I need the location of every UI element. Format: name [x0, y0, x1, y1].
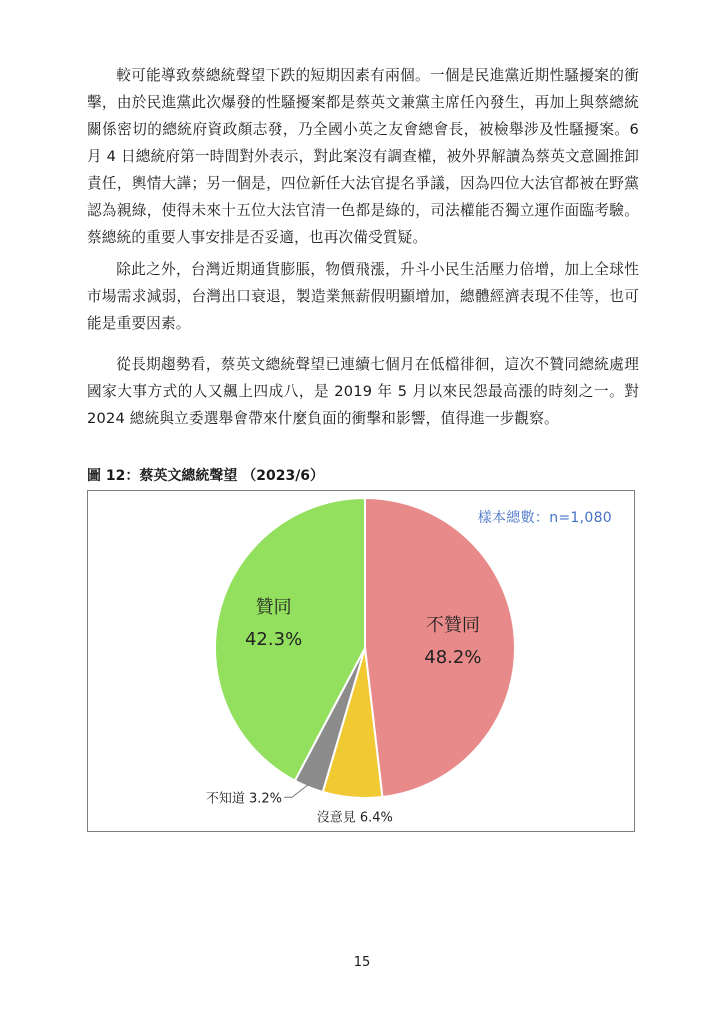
label-dont-know: 不知道 3.2% [205, 791, 283, 807]
paragraph-2: 除此之外，台灣近期通貨膨脹，物價飛漲，升斗小民生活壓力倍增，加上全球性市場需求減弱，台灣出口衰退，製造業無薪假明顯增加，總體經濟表現不佳等，也可能是重要因素。 [87, 261, 639, 332]
pie-chart [88, 491, 636, 833]
figure-title: 圖 12：蔡英文總統聲望 （2023/6） [87, 468, 325, 484]
figure-frame [87, 490, 635, 832]
paragraph-1: 較可能導致蔡總統聲望下跌的短期因素有兩個。一個是民進黨近期性騷擾案的衝擊，由於民進黨此次爆發的性騷擾案都是蔡英文兼黨主席任內發生，再加上與蔡總統關係密切的總統府資政顏志發，乃全國小英之友會總會長，被檢舉涉及性騷擾案。6 月 4 日總統府第一時間對外表示，對此案沒有調查權，被外界解讀為蔡英文意圖推卸責任，輿情大譁；另一個是，四位新任大法官提名爭議，因為四位大法官都被在野黨認為親綠，使得未來十五位大法官清一色都是綠的，司法權能否獨立運作面臨考驗。蔡總統的重要人事安排是否妥適，也再次備受質疑。 [87, 67, 639, 246]
sample-size-label: 樣本總數：n=1,080 [477, 510, 612, 526]
label-approve-category: 贊同 [255, 596, 292, 618]
label-no-opinion: 沒意見 6.4% [316, 810, 393, 826]
paragraph-3: 從長期趨勢看，蔡英文總統聲望已連續七個月在低檔徘徊，這次不贊同總統處理國家大事方式的人又飆上四成八，是 2019 年 5 月以來民怨最高漲的時刻之一。對 2024 總統與立委選舉會帶來什麼負面的衝擊和影響，值得進一步觀察。 [87, 356, 639, 427]
label-disapprove-category: 不贊同 [425, 614, 480, 636]
page-number: 15 [353, 955, 371, 970]
label-approve-value: 42.3% [244, 628, 303, 650]
label-disapprove-value: 48.2% [424, 646, 482, 668]
